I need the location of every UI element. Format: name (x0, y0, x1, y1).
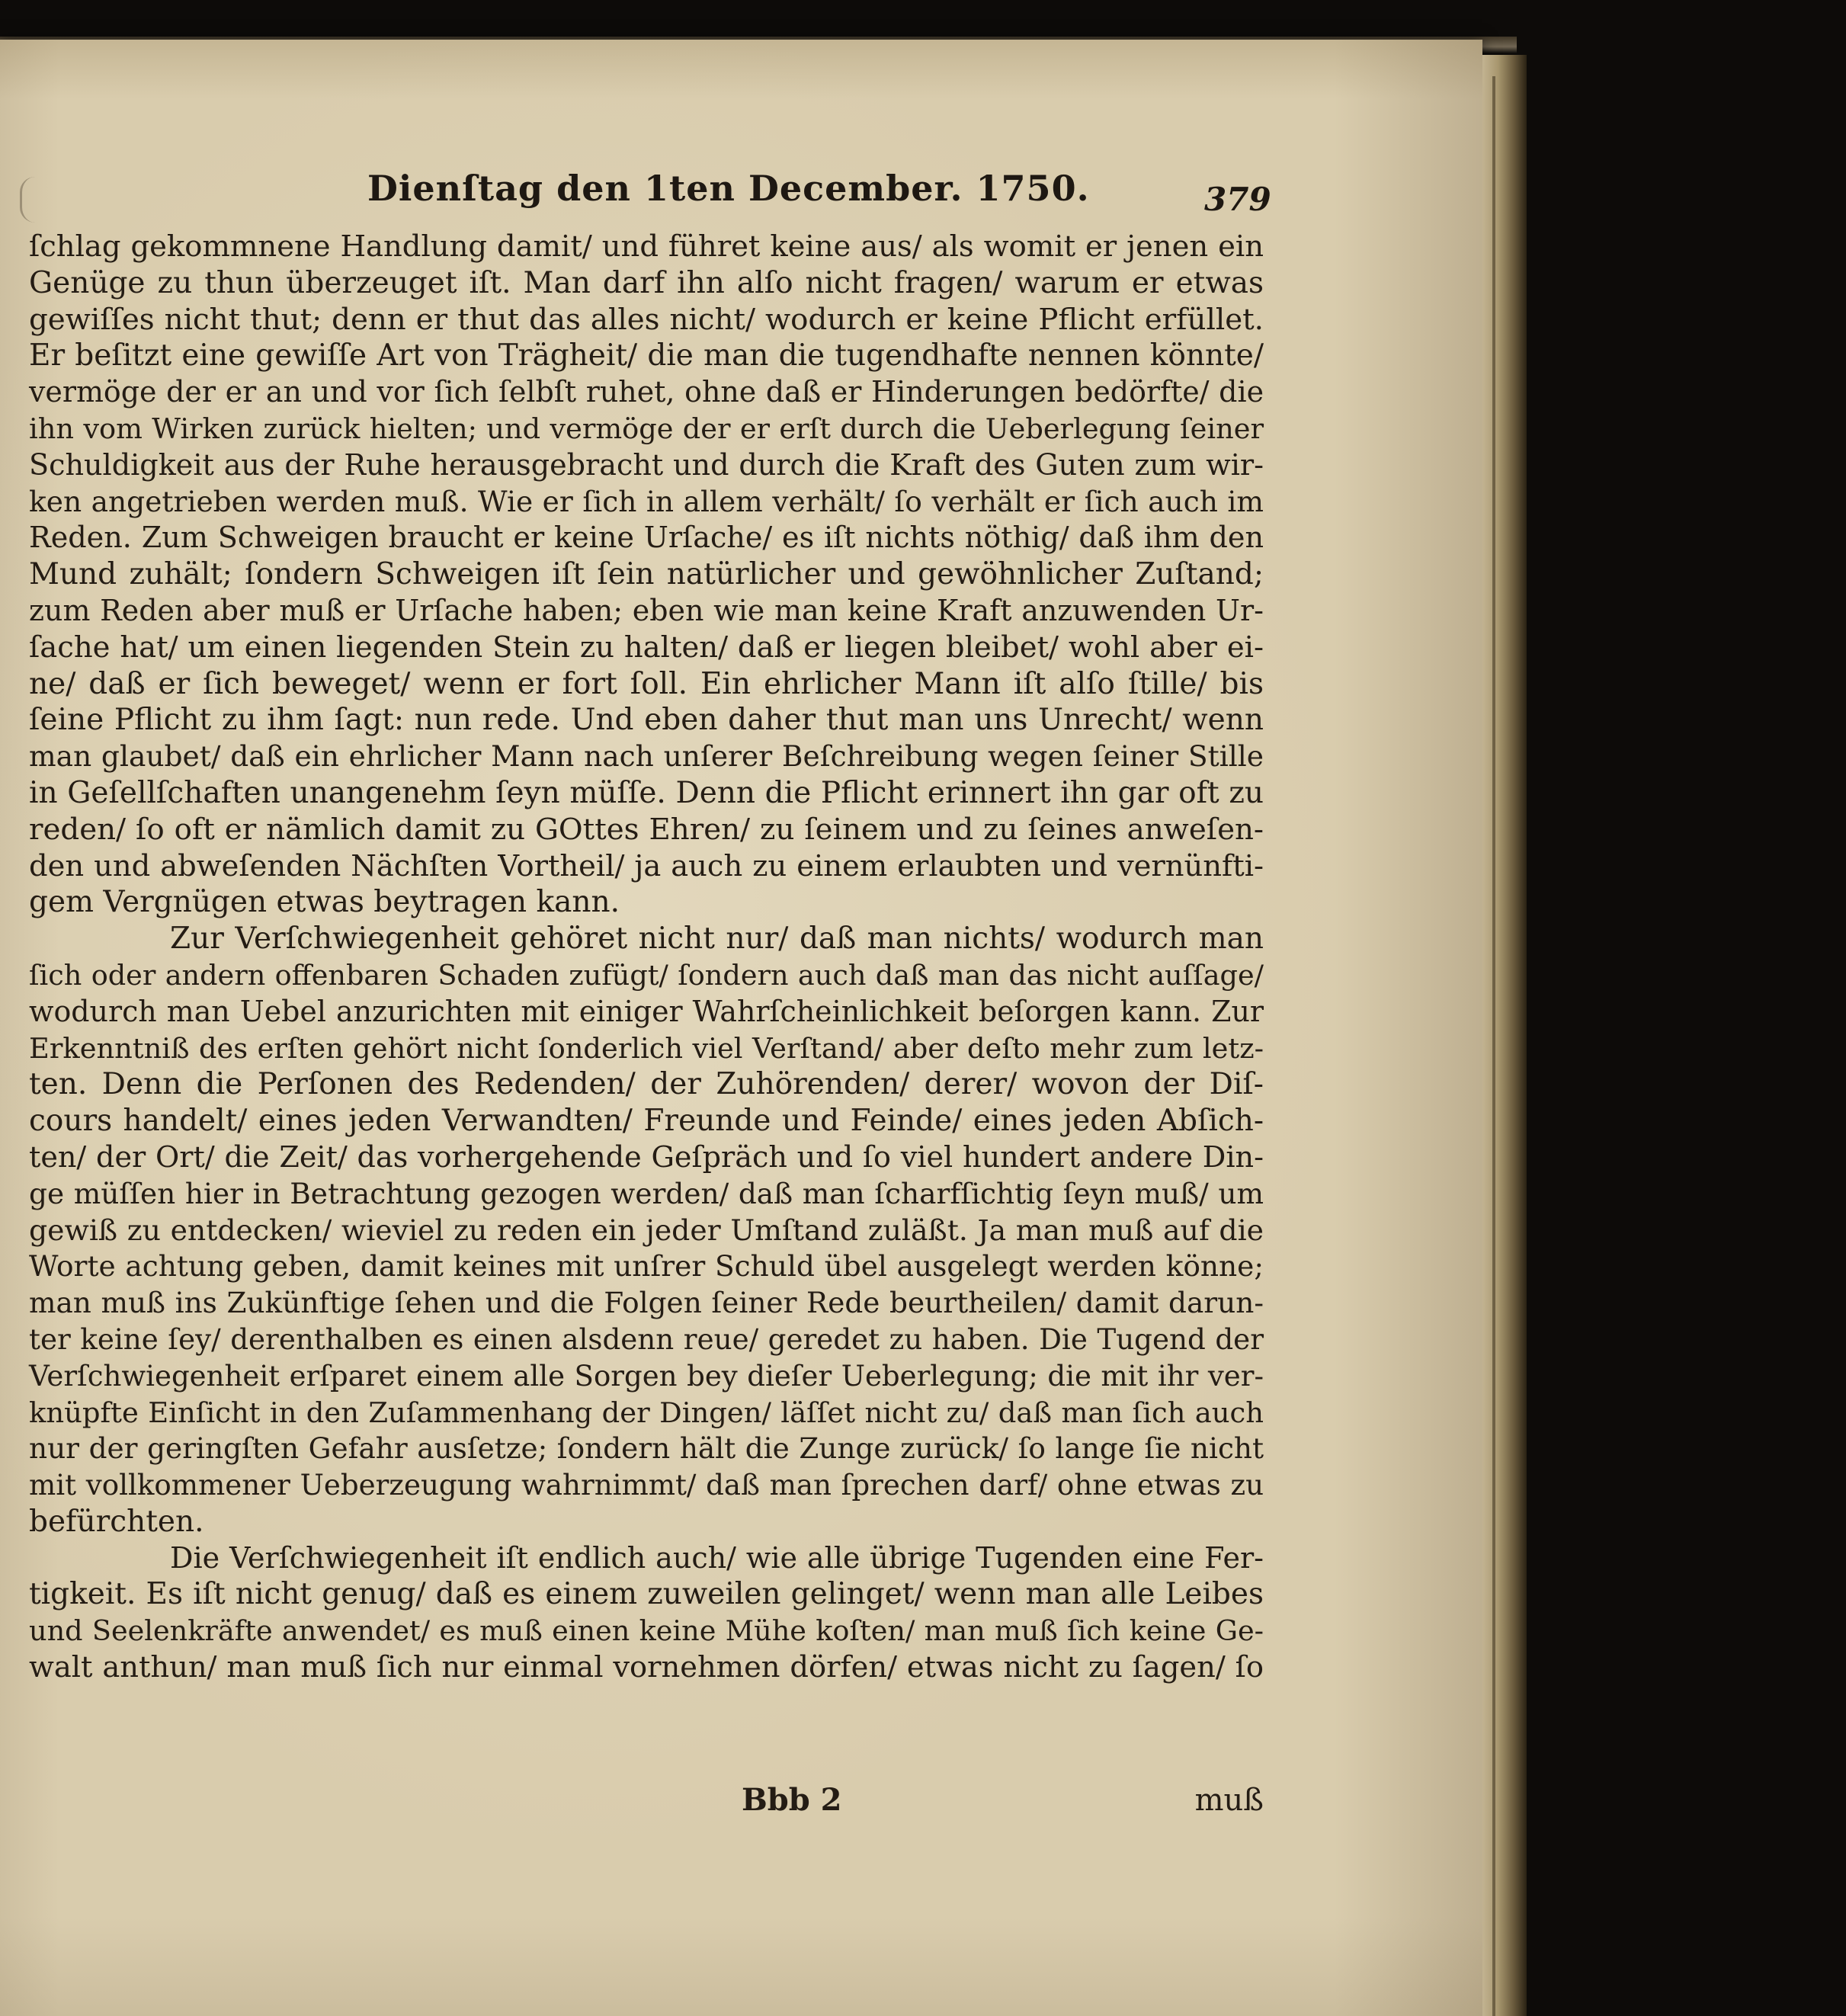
text-line: den und abweſenden Nächſten Vortheil/ ja auch zu einem erlaubten und vernünfti- (29, 848, 1264, 883)
text-line: mit vollkommener Ueberzeugung wahrnimmt/ daß man ſprechen darf/ ohne etwas zu (29, 1468, 1264, 1502)
text-line: und Seelenkräfte anwendet/ es muß einen keine Mühe koſten/ man muß ſich keine Ge- (29, 1614, 1264, 1648)
text-line: ten/ der Ort/ die Zeit/ das vorhergehende Geſpräch und ſo viel hundert andere Din- (29, 1139, 1264, 1174)
text-line: ihn vom Wirken zurück hielten; und vermöge der er erſt durch die Ueberlegung ſeiner (29, 412, 1264, 445)
text-line: tigkeit. Es iſt nicht genug/ daß es einem zuweilen gelinget/ wenn man alle Leibes (29, 1577, 1264, 1612)
text-line: man muß ins Zukünftige ſehen und die Folgen ſeiner Rede beurtheilen/ damit darun- (29, 1286, 1264, 1320)
text-line: ſchlag gekommnene Handlung damit/ und führet keine aus/ als womit er jenen ein (29, 229, 1264, 264)
page-footer (29, 1777, 1264, 1823)
text-line: vermöge der er an und vor ſich ſelbſt ruhet, ohne daß er Hinderungen bedörfte/ die (29, 375, 1264, 409)
text-line: cours handelt/ eines jeden Verwandten/ Freunde und Feinde/ eines jeden Abſich- (29, 1104, 1264, 1139)
text-line: man glaubet/ daß ein ehrlicher Mann nach unſerer Beſchreibung wegen ſeiner Stille (29, 739, 1264, 774)
text-line: ſich oder andern offenbaren Schaden zufügt/ ſondern auch daß man das nicht auſſage/ (29, 958, 1264, 992)
text-line-paragraph-end: gem Vergnügen etwas beytragen kann. (29, 885, 620, 920)
text-line: Er beſitzt eine gewiſſe Art von Trägheit/ die man die tugendhafte nennen könnte/ (29, 338, 1264, 373)
text-line-paragraph-end: befürchten. (29, 1504, 204, 1539)
text-line: Worte achtung geben, damit keines mit unſrer Schuld übel ausgelegt werden könne; (29, 1249, 1264, 1284)
text-line: ne/ daß er ſich beweget/ wenn er fort ſoll. Ein ehrlicher Mann iſt alſo ſtille/ bis (29, 666, 1264, 701)
text-line: ſeine Pflicht zu ihm ſagt: nun rede. Und eben daher thut man uns Unrecht/ wenn (29, 703, 1264, 738)
text-line: Schuldigkeit aus der Ruhe herausgebracht und durch die Kraft des Guten zum wir- (29, 447, 1264, 482)
text-line-paragraph-start: Die Verſchwiegenheit iſt endlich auch/ wie alle übrige Tugenden eine Fer- (170, 1540, 1264, 1575)
page-number: 379 (1204, 181, 1271, 218)
text-line: Verſchwiegenheit erſparet einem alle Sorgen bey dieſer Ueberlegung; die mit ihr ver- (29, 1359, 1264, 1393)
text-line: nur der geringſten Gefahr ausſetze; ſondern hält die Zunge zurück/ ſo lange ſie nicht (29, 1431, 1264, 1466)
page-edge-shadow (1492, 76, 1495, 2016)
body-text (29, 229, 1264, 1686)
text-line: Genüge zu thun überzeuget iſt. Man darf ihn alſo nicht fragen/ warum er etwas (29, 265, 1264, 300)
margin-mark (20, 177, 37, 223)
page-edge-binding (1482, 55, 1527, 2016)
text-line: ge müſſen hier in Betrachtung gezogen werden/ daß man ſcharfſichtig ſeyn muß/ um (29, 1176, 1264, 1210)
text-line-paragraph-start: Zur Verſchwiegenheit gehöret nicht nur/ daß man nichts/ wodurch man (170, 921, 1264, 957)
text-line: wodurch man Uebel anzurichten mit einiger Wahrſcheinlichkeit beſorgen kann. Zur (29, 994, 1264, 1028)
text-line: walt anthun/ man muß ſich nur einmal vornehmen dörfen/ etwas nicht zu ſagen/ ſo (29, 1650, 1264, 1685)
text-line: Mund zuhält; ſondern Schweigen iſt ſein natürlicher und gewöhnlicher Zuſtand; (29, 557, 1264, 592)
text-line: ken angetrieben werden muß. Wie er ſich in allem verhält/ ſo verhält er ſich auch im (29, 484, 1264, 518)
text-line: knüpfte Einſicht in den Zuſammenhang der Dingen/ läſſet nicht zu/ daß man ſich auch (29, 1396, 1264, 1429)
text-line: Reden. Zum Schweigen braucht er keine Urſache/ es iſt nichts nöthig/ daß ihm den (29, 521, 1264, 555)
text-line: Erkenntniß des erſten gehört nicht ſonderlich viel Verſtand/ aber deſto mehr zum letz- (29, 1031, 1264, 1065)
text-line: in Geſellſchaften unangenehm ſeyn müſſe. Denn die Pflicht erinnert ihn gar oft zu (29, 775, 1264, 810)
text-line: reden/ ſo oft er nämlich damit zu GOttes Ehren/ zu ſeinem und zu ſeines anweſen- (29, 812, 1264, 847)
text-line: gewiſſes nicht thut; denn er thut das alles nicht/ wodurch er keine Pflicht erfüllet. (29, 302, 1264, 337)
text-line: ter keine ſey/ derenthalben es einen alsdenn reue/ geredet zu haben. Die Tugend der (29, 1322, 1264, 1356)
text-line: ten. Denn die Perſonen des Redenden/ der Zuhörenden/ derer/ wovon der Diſ- (29, 1067, 1264, 1102)
text-line: zum Reden aber muß er Urſache haben; eben wie man keine Kraft anzuwenden Ur- (29, 593, 1264, 627)
text-line: ſache hat/ um einen liegenden Stein zu halten/ daß er liegen bleibet/ wohl aber ei- (29, 630, 1264, 665)
paper-sheet (0, 40, 1482, 2016)
catchword: muß (1194, 1783, 1264, 1818)
signature-mark: Bbb 2 (742, 1782, 842, 1818)
text-line: gewiß zu entdecken/ wieviel zu reden ein jeder Umſtand zuläßt. Ja man muß auf die (29, 1213, 1264, 1247)
running-header: Dienſtag den 1ten December. 1750. (367, 168, 1090, 209)
